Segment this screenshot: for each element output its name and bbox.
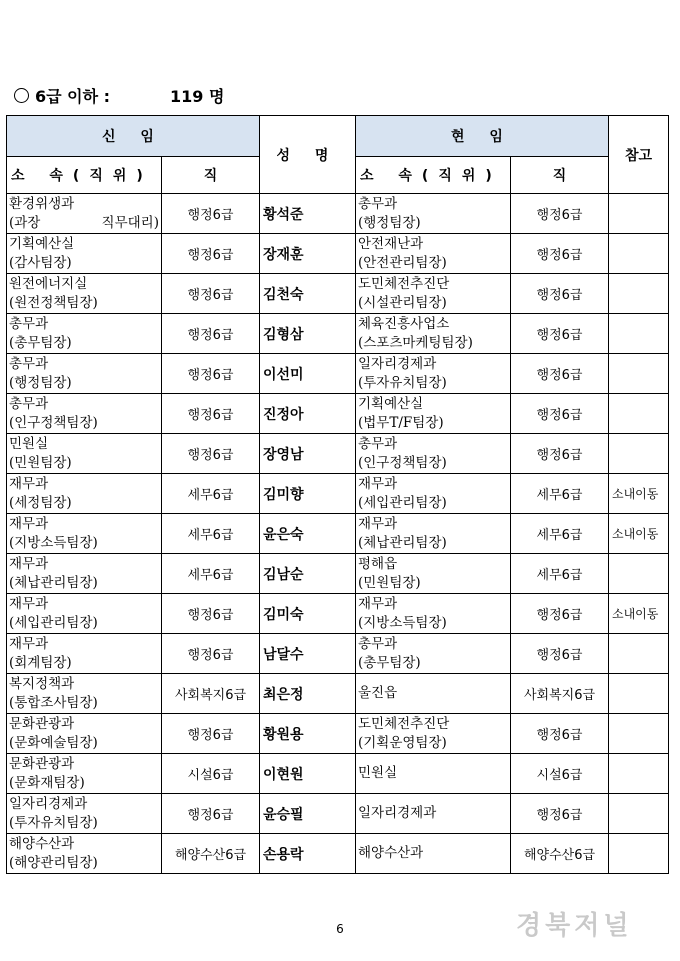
name-cell: 김남순 bbox=[260, 554, 356, 594]
current-org-cell-unit: 총무과 bbox=[358, 195, 398, 212]
new-org-cell-title: (해양관리팀장) bbox=[9, 854, 98, 871]
new-org-cell-title: (행정팀장) bbox=[9, 374, 72, 391]
table-row bbox=[7, 474, 669, 514]
table-row bbox=[7, 794, 669, 834]
new-org-cell-title: (문화예술팀장) bbox=[9, 734, 98, 751]
new-org-cell bbox=[7, 754, 162, 794]
table-row bbox=[7, 274, 669, 314]
reference-cell: 소내이동 bbox=[609, 514, 669, 554]
name-cell: 장재훈 bbox=[260, 234, 356, 274]
new-rank-cell: 세무6급 bbox=[162, 474, 260, 514]
new-rank-cell: 세무6급 bbox=[162, 514, 260, 554]
name-cell: 김미숙 bbox=[260, 594, 356, 634]
new-org-cell-unit: 문화관광과 bbox=[9, 755, 75, 772]
new-org-cell-title: (문화재팀장) bbox=[9, 774, 85, 791]
new-org-cell-unit: 재무과 bbox=[9, 595, 49, 612]
current-org-cell bbox=[356, 434, 511, 474]
name-cell: 김천숙 bbox=[260, 274, 356, 314]
new-org-cell-unit: 해양수산과 bbox=[9, 835, 75, 852]
name-cell: 황석준 bbox=[260, 194, 356, 234]
new-org-cell-title: (체납관리팀장) bbox=[9, 574, 98, 591]
new-org-cell bbox=[7, 274, 162, 314]
new-rank-cell: 행정6급 bbox=[162, 234, 260, 274]
name-cell: 김미향 bbox=[260, 474, 356, 514]
current-rank-cell: 행정6급 bbox=[511, 314, 609, 354]
current-org-cell-unit: 재무과 bbox=[358, 475, 398, 492]
current-org-cell-unit: 재무과 bbox=[358, 595, 398, 612]
new-org-cell bbox=[7, 834, 162, 874]
current-rank-cell: 세무6급 bbox=[511, 554, 609, 594]
new-org-cell bbox=[7, 594, 162, 634]
new-rank-cell: 행정6급 bbox=[162, 714, 260, 754]
current-rank-cell: 행정6급 bbox=[511, 594, 609, 634]
new-org-cell-unit: 문화관광과 bbox=[9, 715, 75, 732]
reference-cell bbox=[609, 554, 669, 594]
header-name: 성 명 bbox=[260, 116, 356, 194]
new-rank-cell: 행정6급 bbox=[162, 634, 260, 674]
reference-cell bbox=[609, 394, 669, 434]
current-org-cell bbox=[356, 554, 511, 594]
header-new-rank: 직 bbox=[162, 157, 260, 194]
current-org-cell bbox=[356, 834, 511, 874]
name-cell: 이선미 bbox=[260, 354, 356, 394]
new-org-cell bbox=[7, 394, 162, 434]
current-org-cell-title: (총무팀장) bbox=[358, 654, 421, 671]
reference-cell bbox=[609, 674, 669, 714]
table-row bbox=[7, 234, 669, 274]
new-org-cell-unit: 민원실 bbox=[9, 435, 49, 452]
reference-cell bbox=[609, 834, 669, 874]
current-org-cell-unit: 민원실 bbox=[358, 765, 398, 781]
table-row bbox=[7, 354, 669, 394]
current-rank-cell: 세무6급 bbox=[511, 514, 609, 554]
current-org-cell-unit: 평해읍 bbox=[358, 555, 398, 572]
current-rank-cell: 행정6급 bbox=[511, 794, 609, 834]
reference-cell bbox=[609, 354, 669, 394]
name-cell: 손용락 bbox=[260, 834, 356, 874]
new-org-cell-title: (지방소득팀장) bbox=[9, 534, 98, 551]
current-org-cell-unit: 기획예산실 bbox=[358, 395, 424, 412]
header-new-org: 소 속(직위) bbox=[7, 157, 162, 194]
header-current-org: 소 속(직위) bbox=[356, 157, 511, 194]
new-org-cell bbox=[7, 314, 162, 354]
new-org-cell-unit: 복지정책과 bbox=[9, 675, 75, 692]
header-current-rank: 직 bbox=[511, 157, 609, 194]
circle-bullet-icon bbox=[14, 88, 29, 103]
reference-cell bbox=[609, 274, 669, 314]
name-cell: 황원용 bbox=[260, 714, 356, 754]
reference-cell bbox=[609, 794, 669, 834]
new-org-cell bbox=[7, 554, 162, 594]
new-org-cell bbox=[7, 434, 162, 474]
new-org-cell-unit: 재무과 bbox=[9, 555, 49, 572]
new-org-cell-unit: 총무과 bbox=[9, 315, 49, 332]
current-rank-cell: 세무6급 bbox=[511, 474, 609, 514]
new-rank-cell: 세무6급 bbox=[162, 554, 260, 594]
header-new-post: 신 임 bbox=[7, 116, 260, 157]
current-org-cell-title: (체납관리팀장) bbox=[358, 534, 447, 551]
current-rank-cell: 사회복지6급 bbox=[511, 674, 609, 714]
current-rank-cell: 행정6급 bbox=[511, 714, 609, 754]
name-cell: 이현원 bbox=[260, 754, 356, 794]
current-org-cell-title: (기획운영팀장) bbox=[358, 734, 447, 751]
new-org-cell-title: (감사팀장) bbox=[9, 254, 72, 271]
name-cell: 장영남 bbox=[260, 434, 356, 474]
current-org-cell-title: (스포츠마케팅팀장) bbox=[358, 334, 473, 351]
current-org-cell-title: (세입관리팀장) bbox=[358, 494, 447, 511]
section-title bbox=[14, 84, 225, 107]
current-rank-cell: 행정6급 bbox=[511, 434, 609, 474]
new-org-cell-unit: 기획예산실 bbox=[9, 235, 75, 252]
new-org-cell bbox=[7, 514, 162, 554]
table-row bbox=[7, 714, 669, 754]
name-cell: 최은정 bbox=[260, 674, 356, 714]
current-org-cell bbox=[356, 474, 511, 514]
new-rank-cell: 행정6급 bbox=[162, 274, 260, 314]
new-rank-cell: 행정6급 bbox=[162, 434, 260, 474]
new-org-cell-unit: 총무과 bbox=[9, 395, 49, 412]
header-current-post: 현 임 bbox=[356, 116, 609, 157]
reference-cell bbox=[609, 634, 669, 674]
new-rank-cell: 행정6급 bbox=[162, 594, 260, 634]
current-org-cell-title: (시설관리팀장) bbox=[358, 294, 447, 311]
table-row bbox=[7, 514, 669, 554]
new-rank-cell: 행정6급 bbox=[162, 194, 260, 234]
current-org-cell-unit: 안전재난과 bbox=[358, 235, 424, 252]
current-org-cell bbox=[356, 714, 511, 754]
new-org-cell-title: (민원팀장) bbox=[9, 454, 72, 471]
new-rank-cell: 행정6급 bbox=[162, 314, 260, 354]
current-org-cell-unit: 일자리경제과 bbox=[358, 805, 437, 821]
current-org-cell bbox=[356, 794, 511, 834]
table-row bbox=[7, 434, 669, 474]
current-org-cell bbox=[356, 234, 511, 274]
new-org-cell-title: (투자유치팀장) bbox=[9, 814, 98, 831]
table-row bbox=[7, 674, 669, 714]
new-rank-cell: 사회복지6급 bbox=[162, 674, 260, 714]
table-row bbox=[7, 194, 669, 234]
reference-cell bbox=[609, 714, 669, 754]
new-rank-cell: 행정6급 bbox=[162, 354, 260, 394]
current-org-cell-title: (행정팀장) bbox=[358, 214, 421, 231]
new-rank-cell: 행정6급 bbox=[162, 794, 260, 834]
new-org-cell-title: (세입관리팀장) bbox=[9, 614, 98, 631]
new-org-cell-title: (원전정책팀장) bbox=[9, 294, 98, 311]
current-org-cell bbox=[356, 634, 511, 674]
current-org-cell bbox=[356, 754, 511, 794]
current-rank-cell: 행정6급 bbox=[511, 394, 609, 434]
name-cell: 윤은숙 bbox=[260, 514, 356, 554]
new-org-cell-title: (인구정책팀장) bbox=[9, 414, 98, 431]
current-org-cell bbox=[356, 394, 511, 434]
current-org-cell-title: (투자유치팀장) bbox=[358, 374, 447, 391]
current-org-cell-unit: 해양수산과 bbox=[358, 845, 424, 861]
name-cell: 윤승필 bbox=[260, 794, 356, 834]
current-org-cell-unit: 도민체전추진단 bbox=[358, 275, 450, 292]
new-org-cell-unit: 재무과 bbox=[9, 515, 49, 532]
table-row bbox=[7, 634, 669, 674]
current-rank-cell: 행정6급 bbox=[511, 194, 609, 234]
name-cell: 남달수 bbox=[260, 634, 356, 674]
current-org-cell-title: (법무T/F팀장) bbox=[358, 414, 444, 431]
table-row bbox=[7, 594, 669, 634]
current-rank-cell: 행정6급 bbox=[511, 354, 609, 394]
reference-cell: 소내이동 bbox=[609, 594, 669, 634]
current-org-cell bbox=[356, 194, 511, 234]
new-org-cell bbox=[7, 634, 162, 674]
current-org-cell-unit: 울진읍 bbox=[358, 685, 398, 701]
new-org-cell-title: (과장 직무대리) bbox=[9, 214, 159, 231]
current-org-cell bbox=[356, 314, 511, 354]
new-org-cell bbox=[7, 354, 162, 394]
header-reference: 참고 bbox=[609, 116, 669, 194]
new-org-cell-title: (통합조사팀장) bbox=[9, 694, 98, 711]
new-org-cell bbox=[7, 714, 162, 754]
reference-cell: 소내이동 bbox=[609, 474, 669, 514]
watermark-logo: 경북저널 bbox=[516, 911, 633, 941]
current-rank-cell: 해양수산6급 bbox=[511, 834, 609, 874]
current-org-cell bbox=[356, 274, 511, 314]
table-row bbox=[7, 754, 669, 794]
current-org-cell-unit: 총무과 bbox=[358, 635, 398, 652]
new-org-cell-unit: 재무과 bbox=[9, 475, 49, 492]
table-row bbox=[7, 554, 669, 594]
current-org-cell-unit: 총무과 bbox=[358, 435, 398, 452]
table-row bbox=[7, 834, 669, 874]
current-org-cell-unit: 도민체전추진단 bbox=[358, 715, 450, 732]
new-org-cell-unit: 원전에너지실 bbox=[9, 275, 88, 292]
personnel-table bbox=[6, 115, 669, 874]
new-org-cell bbox=[7, 674, 162, 714]
current-rank-cell: 행정6급 bbox=[511, 234, 609, 274]
current-org-cell-title: (지방소득팀장) bbox=[358, 614, 447, 631]
current-org-cell-unit: 일자리경제과 bbox=[358, 355, 437, 372]
reference-cell bbox=[609, 754, 669, 794]
reference-cell bbox=[609, 234, 669, 274]
new-org-cell-unit: 일자리경제과 bbox=[9, 795, 88, 812]
new-org-cell bbox=[7, 194, 162, 234]
new-org-cell-title: (세정팀장) bbox=[9, 494, 72, 511]
current-rank-cell: 행정6급 bbox=[511, 634, 609, 674]
new-org-cell-unit: 총무과 bbox=[9, 355, 49, 372]
new-org-cell bbox=[7, 474, 162, 514]
current-org-cell bbox=[356, 514, 511, 554]
reference-cell bbox=[609, 194, 669, 234]
name-cell: 진정아 bbox=[260, 394, 356, 434]
current-rank-cell: 행정6급 bbox=[511, 274, 609, 314]
current-org-cell-unit: 체육진흥사업소 bbox=[358, 315, 450, 332]
new-org-cell-title: (회계팀장) bbox=[9, 654, 72, 671]
table-row bbox=[7, 314, 669, 354]
new-rank-cell: 해양수산6급 bbox=[162, 834, 260, 874]
new-org-cell-unit: 재무과 bbox=[9, 635, 49, 652]
current-org-cell bbox=[356, 354, 511, 394]
section-label: 6급 이하 : bbox=[35, 87, 111, 106]
new-org-cell bbox=[7, 794, 162, 834]
current-org-cell-title: (안전관리팀장) bbox=[358, 254, 447, 271]
current-org-cell-title: (인구정책팀장) bbox=[358, 454, 447, 471]
table-row bbox=[7, 394, 669, 434]
new-org-cell-unit: 환경위생과 bbox=[9, 195, 75, 212]
new-org-cell-title: (총무팀장) bbox=[9, 334, 72, 351]
current-org-cell-unit: 재무과 bbox=[358, 515, 398, 532]
reference-cell bbox=[609, 434, 669, 474]
reference-cell bbox=[609, 314, 669, 354]
current-org-cell-title: (민원팀장) bbox=[358, 574, 421, 591]
new-org-cell bbox=[7, 234, 162, 274]
name-cell: 김형삼 bbox=[260, 314, 356, 354]
current-rank-cell: 시설6급 bbox=[511, 754, 609, 794]
section-count: 119 명 bbox=[170, 87, 225, 106]
page-number: 6 bbox=[336, 922, 344, 936]
current-org-cell bbox=[356, 674, 511, 714]
new-rank-cell: 행정6급 bbox=[162, 394, 260, 434]
new-rank-cell: 시설6급 bbox=[162, 754, 260, 794]
current-org-cell bbox=[356, 594, 511, 634]
